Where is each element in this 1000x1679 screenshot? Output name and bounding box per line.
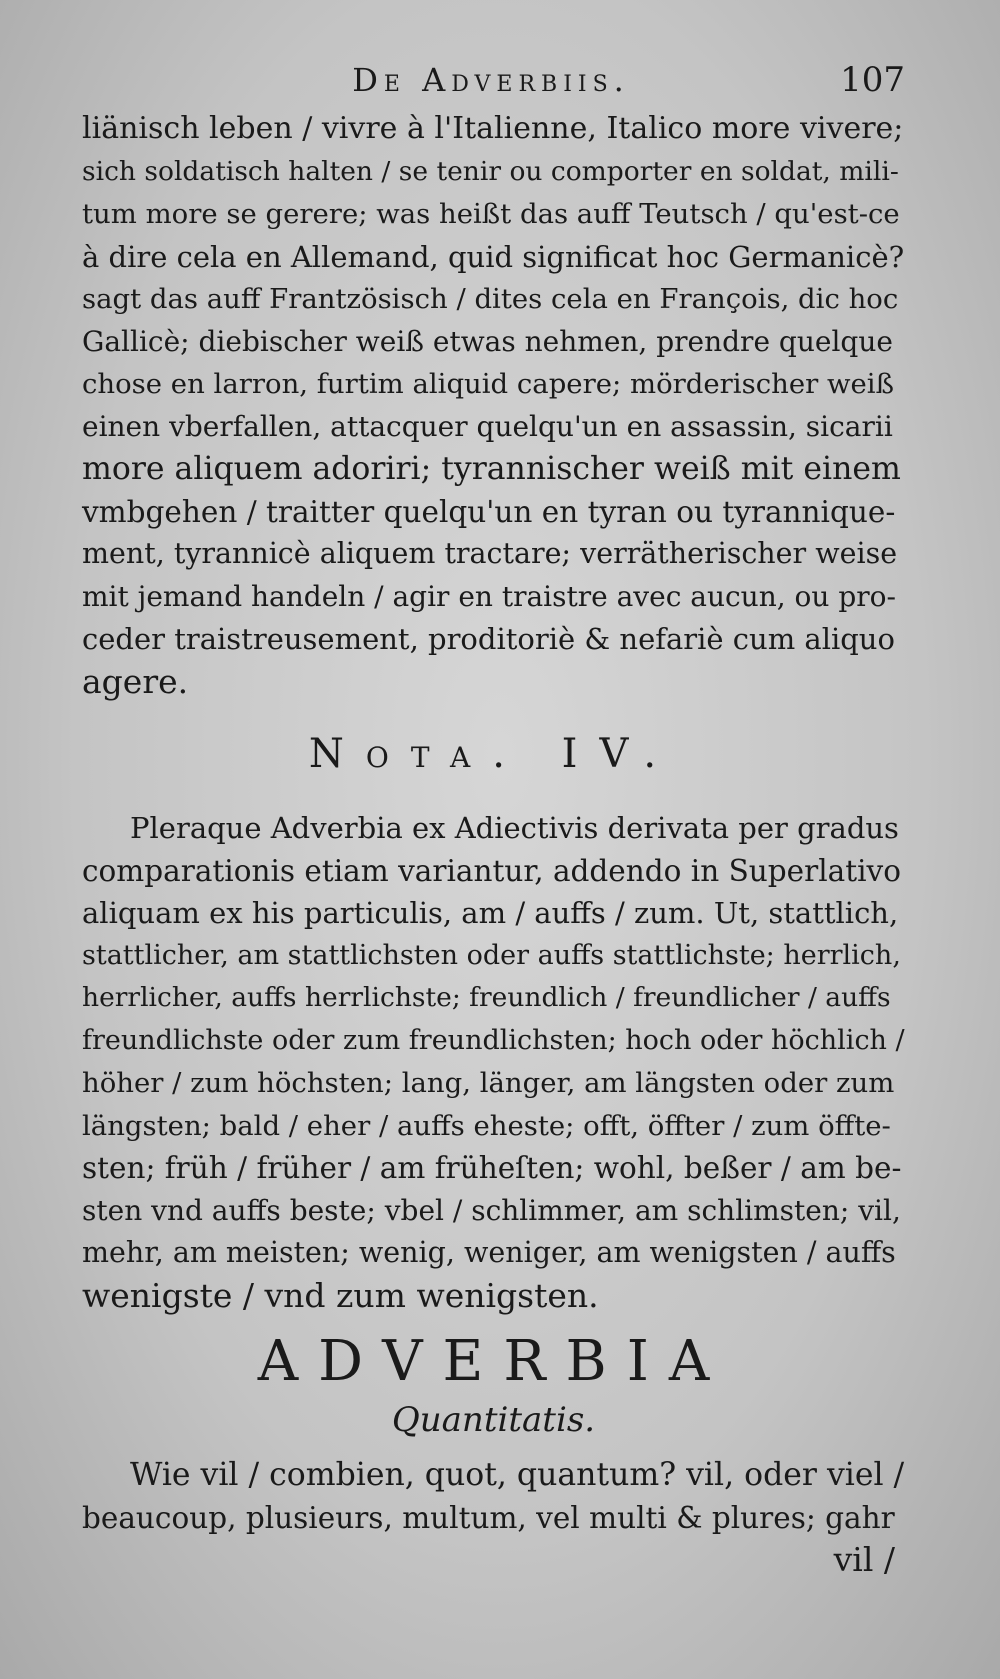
text-line: Pleraque Adverbia ex Adiectivis derivata per gradus	[130, 811, 899, 845]
text-line: vmbgehen / traitter quelqu'un en tyran ou tyrannique-	[82, 494, 896, 529]
text-line: beaucoup, plusieurs, multum, vel multi & plures; gahr	[82, 1500, 895, 1535]
text-line: stattlicher, am stattlichsten oder auffs stattlichste; herrlich,	[82, 939, 901, 971]
text-line: à dire cela en Allemand, quid significat hoc Germanicè?	[82, 239, 905, 274]
text-line: einen vberfallen, attacquer quelqu'un en assassin, sicarii	[82, 409, 893, 443]
text-line: liänisch leben / vivre à l'Italienne, Italico more vivere;	[82, 111, 904, 146]
text-line: aliquam ex his particulis, am / auffs / zum. Ut, stattlich,	[82, 896, 899, 930]
text-line: more aliquem adoriri; tyrannischer weiß mit einem	[82, 451, 901, 487]
text-line: sten vnd auffs beste; vbel / schlimmer, am schlimsten; vil,	[82, 1193, 901, 1227]
text-line: herrlicher, auffs herrlichste; freundlich / freundlicher / auffs	[82, 982, 891, 1013]
catchword: vil /	[833, 1540, 895, 1579]
text-line: mit jemand handeln / agir en traistre avec aucun, ou pro-	[82, 579, 896, 613]
text-line: höher / zum höchsten; lang, länger, am längsten oder zum	[82, 1067, 895, 1099]
running-head: De Adverbiis.	[352, 61, 630, 99]
section-heading: Nota. IV.	[308, 731, 679, 777]
text-line: sten; früh / früher / am früheſten; wohl, beßer / am be-	[82, 1151, 902, 1185]
adverbia-heading: ADVERBIA	[257, 1329, 730, 1394]
text-line: längsten; bald / eher / auffs eheste; offt, öffter / zum öffte-	[82, 1109, 891, 1142]
text-line: chose en larron, furtim aliquid capere; mörderischer weiß	[82, 368, 894, 400]
text-line: freundlichste oder zum freundlichsten; hoch oder höchlich /	[82, 1024, 905, 1056]
page-number: 107	[840, 60, 905, 100]
paragraph-3	[82, 1454, 905, 1539]
text-line: comparationis etiam variantur, addendo in Superlativo	[82, 853, 901, 888]
text-line: sich soldatisch halten / se tenir ou comporter en soldat, mili-	[82, 155, 899, 187]
quantitatis-subheading: Quantitatis.	[391, 1400, 596, 1440]
text-line: sagt das auff Frantzösisch / dites cela en François, dic hoc	[82, 283, 899, 315]
text-line: ceder traistreusement, proditoriè & nefariè cum aliquo	[82, 622, 895, 656]
paragraph-1	[82, 108, 905, 703]
text-line: ment, tyrannicè aliquem tractare; verrätherischer weise	[82, 537, 898, 570]
text-line: wenigste / vnd zum wenigsten.	[82, 1275, 599, 1315]
page-header	[82, 60, 905, 108]
text-line: Gallicè; diebischer weiß etwas nehmen, prendre quelque	[82, 324, 893, 358]
text-line: agere.	[82, 661, 189, 701]
text-line: mehr, am meisten; wenig, weniger, am wenigsten / auffs	[82, 1236, 896, 1269]
text-line: Wie vil / combien, quot, quantum? vil, oder viel /	[130, 1457, 905, 1493]
paragraph-2	[82, 807, 905, 1317]
text-line: tum more se gerere; was heißt das auff Teutsch / qu'est-ce	[82, 198, 900, 230]
